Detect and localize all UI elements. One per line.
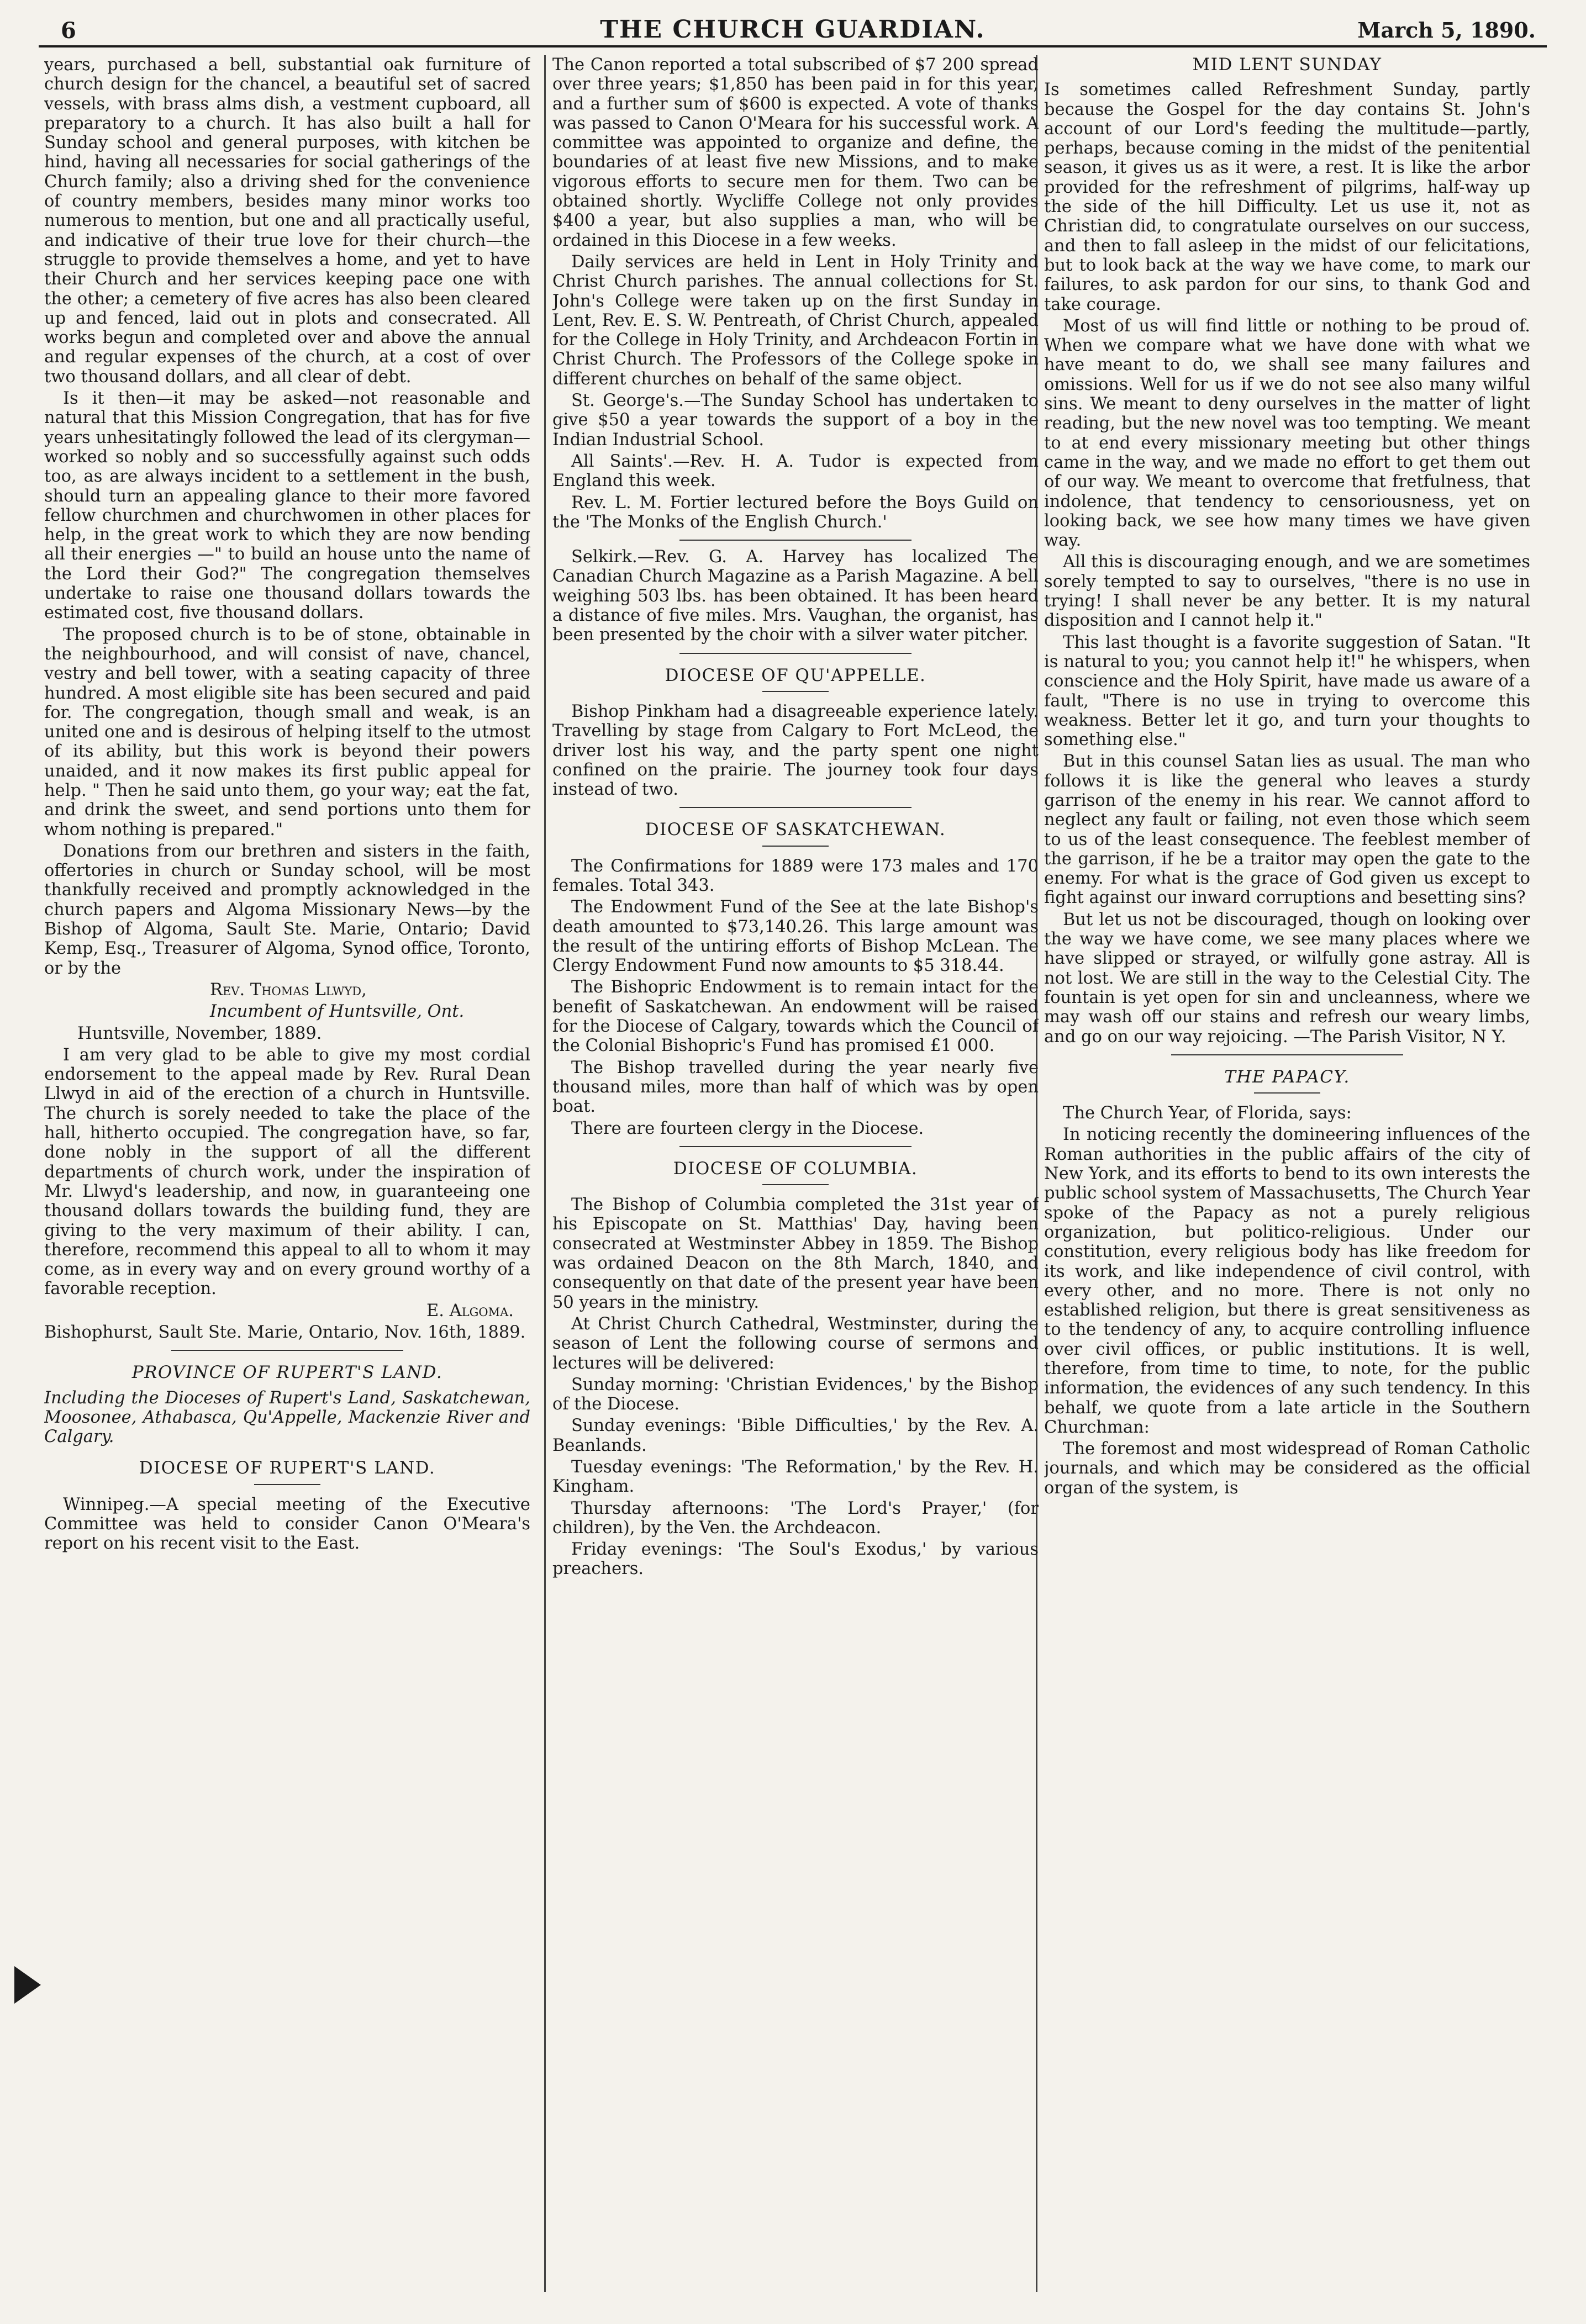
article-paragraph: The Church Year, of Florida, says: xyxy=(1063,1103,1352,1123)
signature-dateline: Bishophurst, Sault Ste. Marie, Ontario, Nov. 16th, 1889. xyxy=(44,1323,526,1342)
article-paragraph: Winnipeg.—A special meeting of the Executive Committee was held to consider Canon O'Meara's report on his recent visit to the East. xyxy=(44,1494,530,1554)
divider xyxy=(1171,1054,1403,1055)
article-paragraph: The proposed church is to be of stone, obtainable in the neighbourhood, and will consist of nave, chancel, vestry and bell tower, with a seating capacity of three hundred. A most eligible site has been secured and paid for. The congregation, though small and weak, is an united one and is desirous of helping itself to the utmost of its ability, but this work is beyond their powers unaided, and it now makes its first public appeal for help. " Then he said unto them, go your way; eat the fat, and drink the sweet, and send portions unto them for whom nothing is prepared." xyxy=(44,625,530,839)
article-paragraph: I am very glad to be able to give my most cordial endorsement to the appeal made by Rev. Rural Dean Llwyd in aid of the erection of a church in Huntsville. The church is sorely needed to take the place of the hall, hitherto occupied. The congregation have, so far, done nobly in the support of all the different departments of church work, under the inspiration of Mr. Llwyd's leadership, and now, in guaranteeing one thousand dollars towards the building fund, they are giving to the very maximum of their ability. I can, therefore, recommend this appeal to all to whom it may come, as in every way and on every ground worthy of a favorable reception. xyxy=(44,1045,530,1299)
article-paragraph: The Confirmations for 1889 were 173 males and 170 females. Total 343. xyxy=(552,856,1039,895)
issue-date: March 5, 1890. xyxy=(1357,18,1536,43)
section-heading: DIOCESE OF QU'APPELLE. xyxy=(665,665,926,685)
article-paragraph: The Bishop of Columbia completed the 31st year of his Episcopate on St. Matthias' Day, having been consecrated at Westminster Abbey in 1859. The Bishop was ordained Deacon on the 8th March, 1840, and consequently on that date of the present year have been 50 years in the ministry. xyxy=(552,1195,1039,1312)
article-paragraph: Bishop Pinkham had a disagreeable experience lately. Travelling by stage from Calgary to Fort McLeod, the driver lost his way, and the party spent one night confined on the prairie. The journey took four days instead of two. xyxy=(552,701,1039,800)
signature-title: Incumbent of Huntsville, Ont. xyxy=(210,1002,465,1022)
divider xyxy=(679,540,911,541)
article-paragraph: Sunday evenings: 'Bible Difficulties,' by the Rev. A. Beanlands. xyxy=(552,1416,1039,1455)
article-paragraph: The Bishopric Endowment is to remain intact for the benefit of Saskatchewan. An endowment will be raised for the Diocese of Calgary, towards which the Council of the Colonial Bishopric's Fund has promised £1 000. xyxy=(552,978,1039,1056)
article-paragraph: All this is discouraging enough, and we are sometimes sorely tempted to say to ourselves, "there is no use in trying! I shall never be any better. It is my natural disposition and I cannot help it." xyxy=(1044,552,1530,631)
divider xyxy=(1254,1092,1320,1094)
column-3 xyxy=(1044,55,1530,2292)
column-rule-left xyxy=(544,55,546,2292)
signature-dateline: Huntsville, November, 1889. xyxy=(77,1023,322,1043)
section-heading: THE PAPACY. xyxy=(1224,1066,1350,1087)
article-paragraph: Selkirk.—Rev. G. A. Harvey has localized The Canadian Church Magazine as a Parish Magazine. A bell weighing 503 lbs. has been obtained. It has been heard a distance of five miles. Mrs. Vaughan, the organist, has been presented by the choir with a silver water pitcher. xyxy=(552,547,1039,645)
article-paragraph: The foremost and most widespread of Roman Catholic journals, and which may be considered as the official organ of the system, is xyxy=(1044,1439,1530,1498)
article-paragraph: This last thought is a favorite suggestion of Satan. "It is natural to you; you cannot help it!" he whispers, when conscience and the Holy Spirit, have made us aware of a fault, "There is no use in trying to overcome this weakness. Better let it go, and turn your thoughts to something else." xyxy=(1044,632,1530,750)
article-paragraph: St. George's.—The Sunday School has undertaken to give $50 a year towards the support of a boy in the Indian Industrial School. xyxy=(552,391,1039,450)
article-paragraph: Donations from our brethren and sisters in the faith, offertories in church or Sunday school, will be most thankfully received and promptly acknowledged in the church papers and Algoma Missionary News—by the Bishop of Algoma, Sault Ste. Marie, Ontario; David Kemp, Esq., Treasurer of Algoma, Synod office, Toronto, or by the xyxy=(44,841,530,978)
masthead xyxy=(39,10,1547,47)
article-paragraph: Thursday afternoons: 'The Lord's Prayer,' (for children), by the Ven. the Archdeacon. xyxy=(552,1498,1039,1538)
article-paragraph: At Christ Church Cathedral, Westminster, during the season of Lent the following course of sermons and lectures will be delivered: xyxy=(552,1314,1039,1373)
newspaper-title: THE CHURCH GUARDIAN. xyxy=(600,15,986,44)
section-heading: DIOCESE OF SASKATCHEWAN. xyxy=(645,820,946,840)
divider xyxy=(254,1484,320,1485)
divider xyxy=(171,1350,403,1351)
article-paragraph: But let us not be discouraged, though on looking over the way we have come, we see many places where we have slipped or strayed, or wilfully gone astray. All is not lost. We are still in the way to the Celestial City. The fountain is yet open for sin and uncleanness, where we may wash off our stains and refresh our weary limbs, and go on our way rejoicing. —The Parish Visitor, N Y. xyxy=(1044,910,1530,1047)
section-heading: MID LENT SUNDAY xyxy=(1192,55,1382,75)
signature-name: Rev. Thomas Llwyd, xyxy=(210,980,367,1000)
column-1 xyxy=(44,55,530,2292)
article-paragraph: The Endowment Fund of the See at the late Bishop's death amounted to $73,140.26. This large amount was the result of the untiring efforts of Bishop McLean. The Clergy Endowment Fund now amounts to $5 318.44. xyxy=(552,897,1039,976)
article-paragraph: The Canon reported a total subscribed of $7 200 spread over three years; $1,850 has been paid in for this year, and a further sum of $600 is expected. A vote of thanks was passed to Canon O'Meara for his successful work. A committee was appointed to organize and define, the boundaries of at least five new Missions, and to make vigorous efforts to secure men for them. Two can be obtained shortly. Wycliffe College not only provides $400 a year, but also supplies a man, who will be ordained in this Diocese in a few weeks. xyxy=(552,55,1039,250)
section-heading: PROVINCE OF RUPERT'S LAND. xyxy=(131,1362,443,1383)
article-paragraph: All Saints'.—Rev. H. A. Tudor is expected from England this week. xyxy=(552,451,1039,491)
article-paragraph: But in this counsel Satan lies as usual. The man who follows it is like the general who leaves a sturdy garrison of the enemy in his rear. We cannot afford to neglect any fault or failing, not even those which seem to us of the least consequence. The feeblest member of the garrison, if he be a traitor may open the gate to the enemy. For what is the grace of God given us except to fight against our inward corruptions and besetting sins? xyxy=(1044,752,1530,908)
divider xyxy=(679,653,911,654)
signature-name: E. Algoma. xyxy=(426,1301,514,1321)
pointing-hand-icon xyxy=(14,1966,41,2004)
article-paragraph: Is sometimes called Refreshment Sunday, partly because the Gospel for the day contains St. John's account of our Lord's feeding the multitude—partly, perhaps, because coming in the midst of the penitential season, it gives us as it were, a rest. It is like the arbor provided for the refreshment of pilgrims, half-way up the side of the hill Difficulty. Let us use it, not as Christian did, to congratulate ourselves on our success, and then to fall asleep in the midst of our felicitations, but to look back at the way we have come, to mark our failures, to ask pardon for our sins, to thank God and take courage. xyxy=(1044,80,1530,314)
article-paragraph: years, purchased a bell, substantial oak furniture of church design for the chancel, a beautiful set of sacred vessels, with brass alms dish, a vestment cupboard, all preparatory to a church. It has also built a hall for Sunday school and general purposes, with kitchen be hind, having all necessaries for social gatherings of the Church family; also a driving shed for the convenience of country members, besides many minor works too numerous to mention, but one and all practically useful, and indicative of their true love for their church—the struggle to provide themselves a home, and yet to have their Church and her services keeping pace one with the other; a cemetery of five acres has also been cleared up and fenced, laid out in plots and consecrated. All works begun and completed over and above the annual and regular expenses of the church, at a cost of over two thousand dollars, and all clear of debt. xyxy=(44,55,530,387)
article-paragraph: Is it then—it may be asked—not reasonable and natural that this Mission Congregation, that has for five years unhesitatingly followed the lead of its clergyman—worked so nobly and so successfully against such odds too, as are always incident to a settlement in the bush, should turn an appealing glance to their more favored fellow churchmen and churchwomen in other places for help, in the great work to which they are now bending all their energies —" to build an house unto the name of the Lord their God?" The congregation themselves undertake to raise one thousand dollars towards the estimated cost, five thousand dollars. xyxy=(44,389,530,623)
article-paragraph: Rev. L. M. Fortier lectured before the Boys Guild on the 'The Monks of the English Church.' xyxy=(552,493,1039,532)
divider xyxy=(762,846,829,847)
article-paragraph: Tuesday evenings: 'The Reformation,' by the Rev. H. Kingham. xyxy=(552,1457,1039,1497)
article-paragraph: Sunday morning: 'Christian Evidences,' by the Bishop of the Diocese. xyxy=(552,1375,1039,1414)
section-heading: DIOCESE OF COLUMBIA. xyxy=(673,1158,918,1179)
article-paragraph: The Bishop travelled during the year nearly five thousand miles, more than half of which was by open boat. xyxy=(552,1058,1039,1117)
divider xyxy=(679,807,911,808)
article-paragraph: Daily services are held in Lent in Holy Trinity and Christ Church parishes. The annual collections for St. John's College were taken up on the first Sunday in Lent, Rev. E. S. W. Pentreath, of Christ Church, appealed for the College in Holy Trinity, and Archdeacon Fortin in Christ Church. The Professors of the College spoke in different churches on behalf of the same object. xyxy=(552,252,1039,389)
page-number: 6 xyxy=(61,18,76,44)
article-paragraph: Friday evenings: 'The Soul's Exodus,' by various preachers. xyxy=(552,1540,1039,1579)
article-paragraph: In noticing recently the domineering influences of the Roman authorities in the public affairs of the city of New York, and its efforts to bend to its own interests the public school system of Massachusetts, The Church Year spoke of the Papacy as not a purely religious organization, but politico-religious. Under our constitution, every religious body has like freedom for its work, and like independence of civil control, with every other, and no more. There is not only no established religion, but there is great sensitiveness as to the tendency of any, to acquire controlling influence over civil offices, or public institutions. It is well, therefore, from time to time, to note, for the public information, the evidences of any such tendency. In this behalf, we quote from a late article in the Southern Churchman: xyxy=(1044,1125,1530,1437)
article-paragraph: Most of us will find little or nothing to be proud of. When we compare what we have done with what we have meant to do, we shall see many failures and omissions. Well for us if we do not see also many wilful sins. We meant to deny ourselves in the matter of light reading, but the new novel was too tempting. We meant to at end every missionary meeting but other things came in the way, and we made no effort to get them out of our way. We meant to overcome that fretfulness, that indolence, that tendency to censoriousness, yet on looking back, we see how many times we have given way. xyxy=(1044,316,1530,551)
column-2 xyxy=(552,55,1039,2292)
divider xyxy=(762,1184,829,1185)
section-subheading: Including the Dioceses of Rupert's Land, Saskatchewan, Moosonee, Athabasca, Qu'Appelle, Mackenzie River and Calgary. xyxy=(44,1388,530,1447)
divider xyxy=(679,1146,911,1147)
section-heading: DIOCESE OF RUPERT'S LAND. xyxy=(139,1458,436,1478)
divider xyxy=(762,691,829,692)
article-paragraph: There are fourteen clergy in the Diocese. xyxy=(571,1118,924,1138)
